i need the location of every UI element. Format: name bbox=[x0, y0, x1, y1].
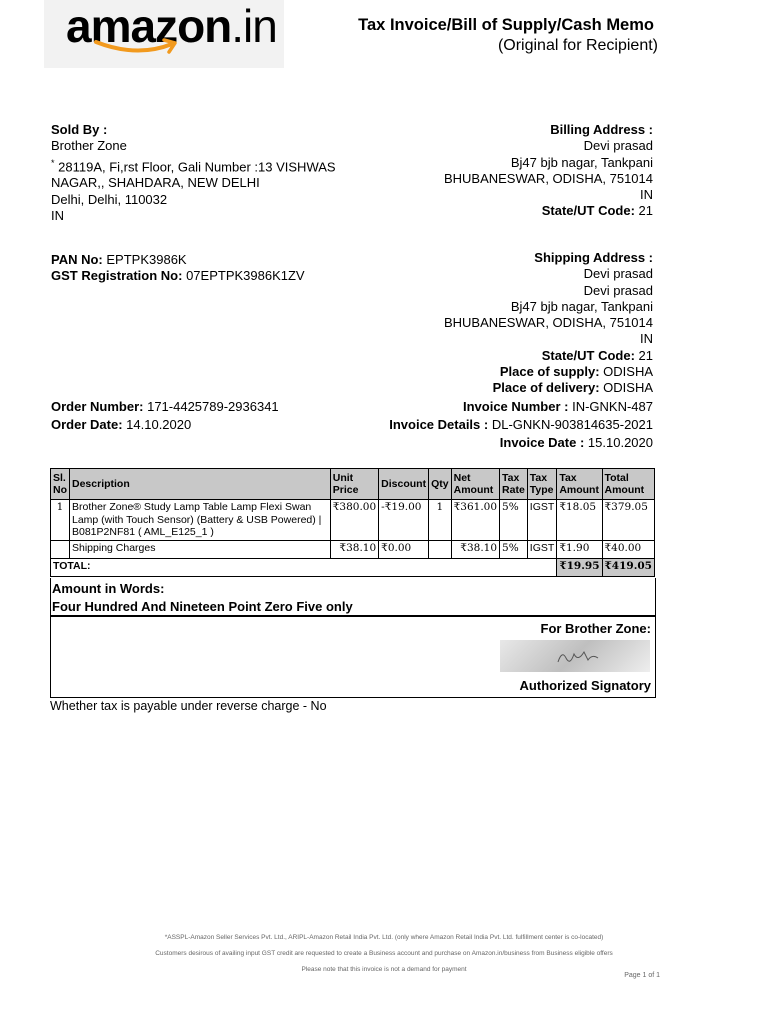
invoice-date: Invoice Date : 15.10.2020 bbox=[499, 435, 653, 450]
order-number: Order Number: 171-4425789-2936341 bbox=[51, 399, 279, 414]
col-net-amount: Net Amount bbox=[451, 469, 499, 500]
billing-line2: BHUBANESWAR, ODISHA, 751014 bbox=[443, 170, 653, 186]
invoice-subtitle: (Original for Recipient) bbox=[497, 37, 658, 54]
invoice-details: Invoice Details : DL-GNKN-903814635-2021 bbox=[389, 417, 653, 432]
billing-label: Billing Address : bbox=[550, 122, 653, 137]
invoice-info-block bbox=[333, 398, 653, 452]
place-of-supply: Place of supply: ODISHA bbox=[499, 364, 653, 380]
order-date: Order Date: 14.10.2020 bbox=[51, 417, 192, 432]
billing-country: IN bbox=[640, 187, 653, 203]
shipping-label: Shipping Address : bbox=[534, 250, 653, 265]
col-discount: Discount bbox=[379, 469, 429, 500]
table-header-row bbox=[51, 469, 655, 500]
footer-line3: Please note that this invoice is not a demand for payment bbox=[301, 966, 467, 973]
shipping-line2: BHUBANESWAR, ODISHA, 751014 bbox=[443, 315, 653, 331]
shipping-state: State/UT Code: 21 bbox=[541, 347, 653, 363]
sold-by-label: Sold By : bbox=[51, 122, 108, 137]
col-tax-rate: Tax Rate bbox=[500, 469, 528, 500]
table-row: 1 Brother Zone® Study Lamp Table Lamp Flexi Swan Lamp (with Touch Sensor) (Battery & USB Powered) | B081P2NF81 ( AML_E125_1 ) ₹380.00 -₹19.00 1 ₹361.00 5% IGST ₹18.05 ₹379.05 bbox=[51, 500, 655, 541]
seller-address-line3: Delhi, Delhi, 110032 bbox=[51, 191, 168, 207]
page-number: Page 1 of 1 bbox=[624, 972, 660, 979]
shipping-country: IN bbox=[640, 331, 653, 347]
col-sl: Sl. No bbox=[51, 469, 70, 500]
amount-in-words-box bbox=[50, 578, 656, 616]
signature-image bbox=[500, 640, 650, 672]
gst-number: GST Registration No: 07EPTPK3986K1ZV bbox=[51, 268, 305, 284]
shipping-line1: Bj47 bjb nagar, Tankpani bbox=[510, 298, 653, 314]
total-label: TOTAL: bbox=[51, 558, 557, 576]
footer-line1: *ASSPL-Amazon Seller Services Pvt. Ltd., ARIPL-Amazon Retail India Pvt. Ltd. (only where Amazon Retail India Pvt. Ltd. fulfillment center is co-located) bbox=[164, 934, 604, 941]
amount-in-words-label: Amount in Words: bbox=[52, 581, 165, 596]
table-row: Shipping Charges ₹38.10 ₹0.00 ₹38.10 5% IGST ₹1.90 ₹40.00 bbox=[51, 540, 655, 558]
invoice-title: Tax Invoice/Bill of Supply/Cash Memo bbox=[358, 16, 654, 34]
seller-name: Brother Zone bbox=[51, 138, 127, 154]
billing-name: Devi prasad bbox=[583, 138, 653, 154]
logo-brand: amazon bbox=[66, 0, 232, 52]
for-seller-label: For Brother Zone: bbox=[540, 621, 651, 636]
billing-line1: Bj47 bjb nagar, Tankpani bbox=[510, 154, 653, 170]
col-total-amount: Total Amount bbox=[602, 469, 655, 500]
col-unit-price: Unit Price bbox=[330, 469, 378, 500]
logo-suffix: .in bbox=[231, 0, 277, 52]
pan-block bbox=[51, 252, 305, 285]
col-description: Description bbox=[70, 469, 331, 500]
order-block bbox=[51, 398, 279, 434]
seller-address-line2: NAGAR,, SHAHDARA, NEW DELHI bbox=[51, 175, 260, 191]
col-tax-type: Tax Type bbox=[527, 469, 557, 500]
shipping-name2: Devi prasad bbox=[583, 282, 653, 298]
invoice-items-table bbox=[50, 468, 655, 577]
shipping-name1: Devi prasad bbox=[583, 266, 653, 282]
col-tax-amount: Tax Amount bbox=[557, 469, 602, 500]
footer-line2: Customers desirous of availing input GST credit are requested to create a Business account and purchase on Amazon.in/business from Business eligible offers bbox=[155, 950, 613, 957]
invoice-number: Invoice Number : IN-GNKN-487 bbox=[462, 399, 653, 414]
pan-number: PAN No: EPTPK3986K bbox=[51, 252, 187, 267]
amazon-smile-icon bbox=[92, 38, 182, 58]
handwritten-signature-icon bbox=[500, 640, 650, 672]
total-tax: ₹19.95 bbox=[557, 558, 602, 576]
shipping-address-block bbox=[353, 250, 653, 397]
seller-address-line1: * 28119A, Fi,rst Floor, Gali Number :13 VISHWAS bbox=[51, 157, 336, 174]
reverse-charge-note: Whether tax is payable under reverse charge - No bbox=[50, 699, 327, 713]
authorized-signatory-label: Authorized Signatory bbox=[519, 678, 651, 693]
place-of-delivery: Place of delivery: ODISHA bbox=[492, 380, 653, 396]
sold-by-block bbox=[51, 122, 381, 224]
table-total-row bbox=[51, 558, 655, 576]
billing-state: State/UT Code: 21 bbox=[541, 203, 653, 219]
total-amount: ₹419.05 bbox=[602, 558, 655, 576]
col-qty: Qty bbox=[429, 469, 452, 500]
billing-address-block bbox=[353, 122, 653, 220]
amount-in-words-value: Four Hundred And Nineteen Point Zero Five only bbox=[52, 599, 353, 614]
seller-country: IN bbox=[51, 207, 64, 223]
